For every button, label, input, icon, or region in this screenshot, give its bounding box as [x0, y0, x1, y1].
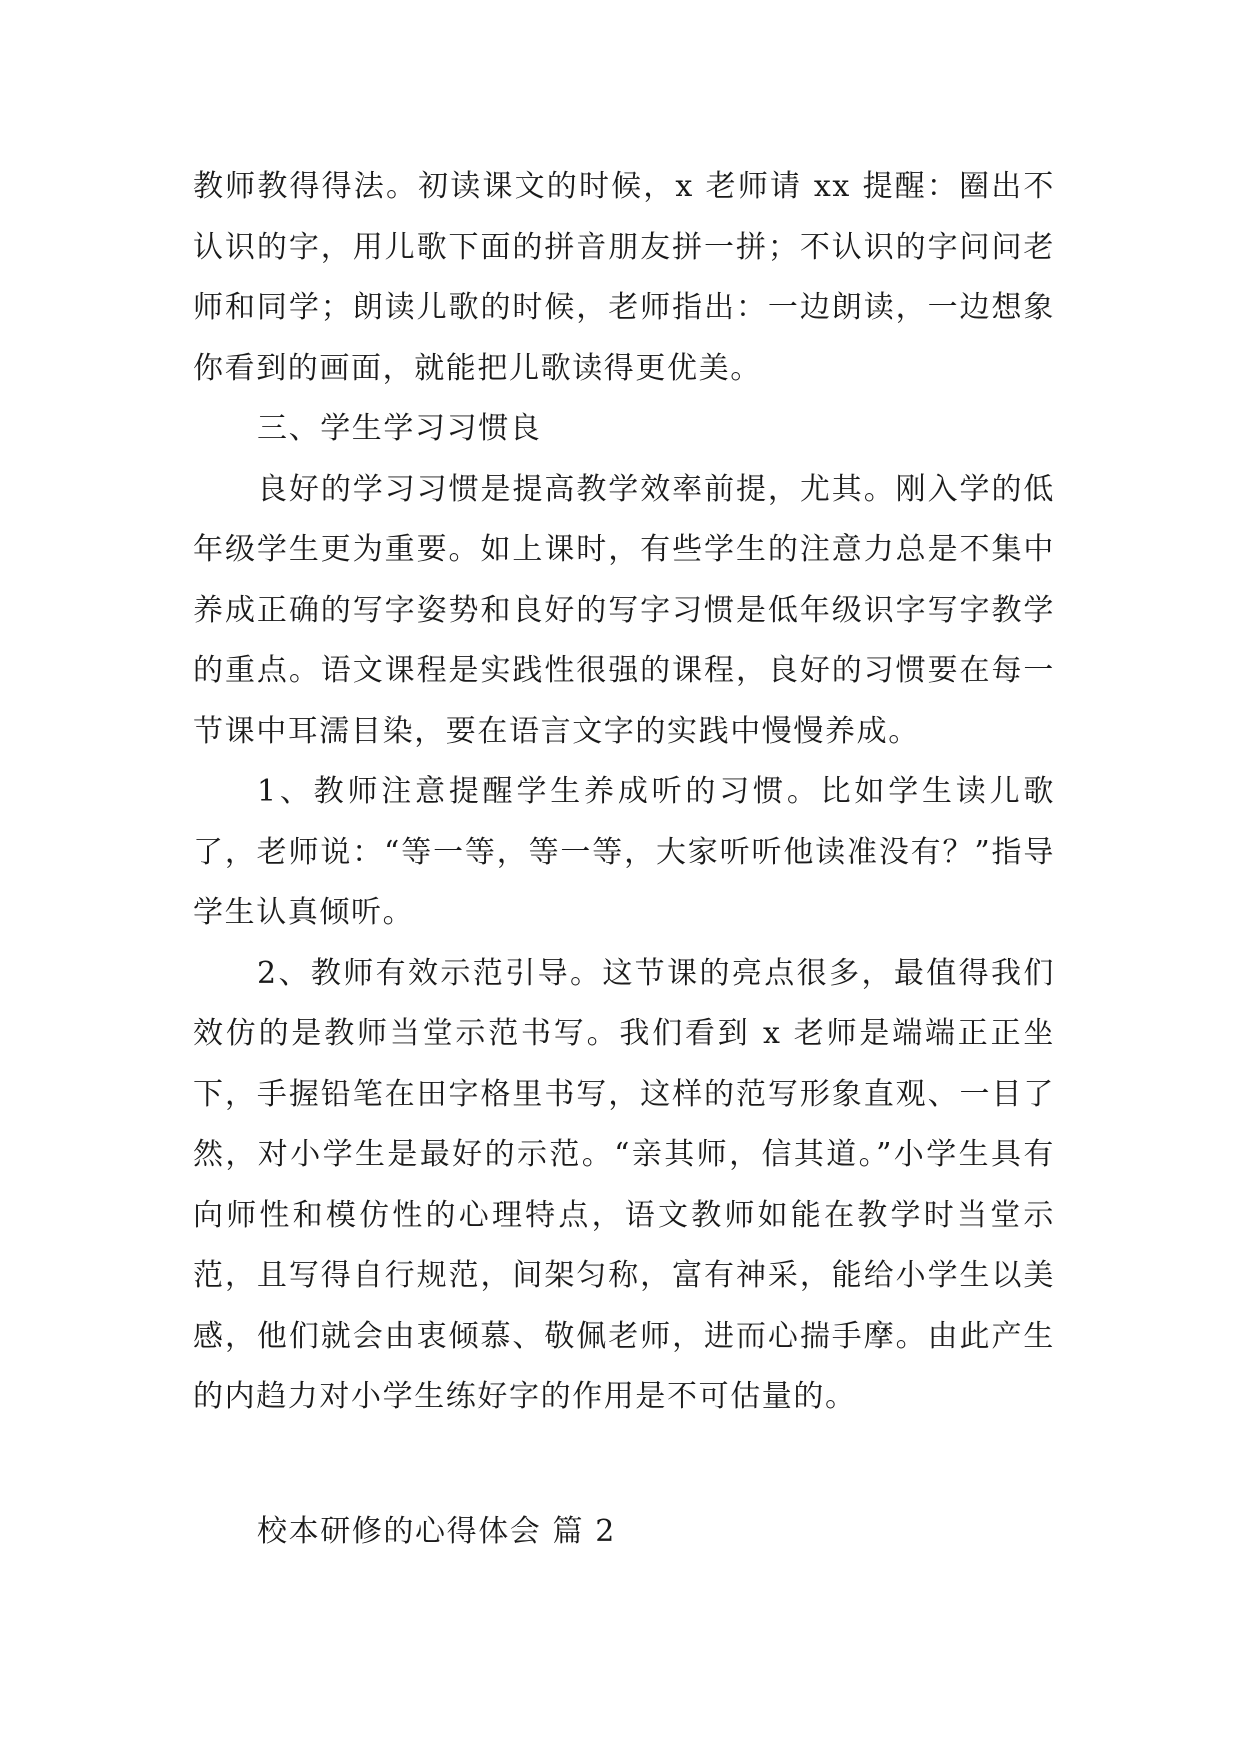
section-title: 校本研修的心得体会 篇 2 [257, 1514, 616, 1549]
paragraph-continuation: 教师教得得法。初读课文的时候，x 老师请 xx 提醒：圈出不认识的字，用儿歌下面的拼音朋友拼一拼；不认识的字问问老师和同学；朗读儿歌的时候，老师指出：一边朗读，一边想象你看到的画面，就能把儿歌读得更优美。 [193, 169, 1055, 386]
section-heading: 三、学生学习习惯良 [257, 411, 542, 446]
document-body [193, 157, 1055, 1428]
paragraph: 1、教师注意提醒学生养成听的习惯。比如学生读儿歌了，老师说：“等一等，等一等，大家听听他读准没有？”指导学生认真倾听。 [193, 774, 1055, 930]
paragraph: 良好的学习习惯是提高教学效率前提，尤其。刚入学的低年级学生更为重要。如上课时，有些学生的注意力总是不集中养成正确的写字姿势和良好的写字习惯是低年级识字写字教学的重点。语文课程是实践性很强的课程，良好的习惯要在每一节课中耳濡目染，要在语言文字的实践中慢慢养成。 [193, 471, 1055, 749]
paragraph: 2、教师有效示范引导。这节课的亮点很多，最值得我们效仿的是教师当堂示范书写。我们看到 x 老师是端端正正坐下，手握铅笔在田字格里书写，这样的范写形象直观、一目了然，对小学生是最好的示范。“亲其师，信其道。”小学生具有向师性和模仿性的心理特点，语文教师如能在教学时当堂示范，且写得自行规范，间架匀称，富有神采，能给小学生以美感，他们就会由衷倾慕、敬佩老师，进而心揣手摩。由此产生的内趋力对小学生练好字的作用是不可估量的。 [193, 955, 1055, 1414]
